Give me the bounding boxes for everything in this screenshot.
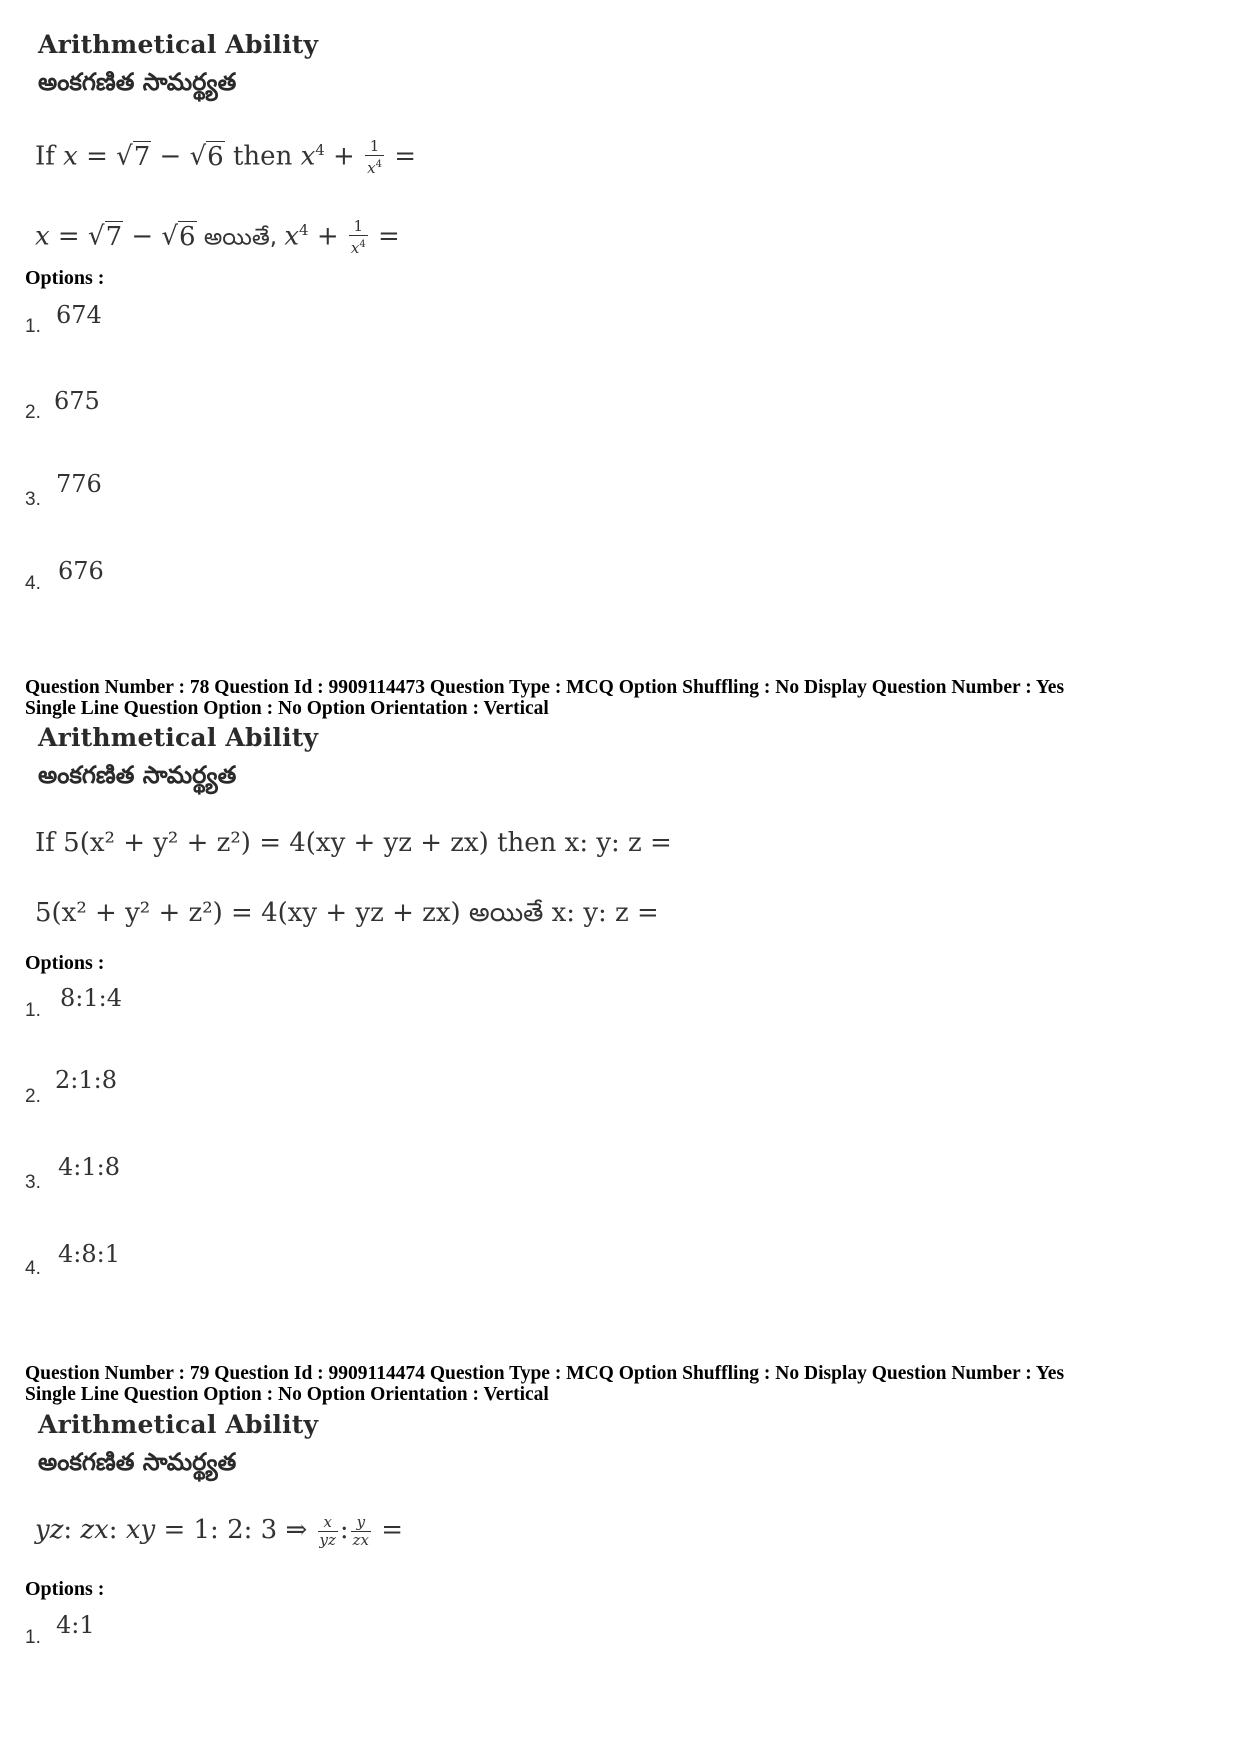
fraction: $\frac{1}{x^4}$: [350, 217, 366, 258]
question-text: yz: zx: xy = 1: 2: 3 ⇒ $\frac{x}{yz}$ : $\frac{y}{zx}$ =: [35, 1512, 404, 1549]
question-text-en: If x = √7 − √6 then $x^4$ + $\frac{1}{x^4}$ =: [35, 137, 417, 178]
option-number: 1.: [25, 1000, 41, 1021]
option-number: 4.: [25, 573, 41, 594]
fraction: $\frac{y}{zx}$: [352, 1512, 370, 1549]
option-value[interactable]: 8:1:4: [60, 984, 122, 1012]
subject-heading-en: Arithmetical Ability: [38, 723, 319, 752]
option-number: 1.: [25, 316, 41, 337]
question-meta-line2: Single Line Question Option : No Option Orientation : Vertical: [25, 1384, 549, 1405]
subject-heading-te: అంకగణిత సామర్థ్యత: [38, 761, 237, 789]
subject-heading-te: అంకగణిత సామర్థ్యత: [38, 1448, 237, 1476]
options-label: Options :: [25, 952, 105, 974]
option-value[interactable]: 4:8:1: [58, 1240, 120, 1268]
subject-heading-te: అంకగణిత సామర్థ్యత: [38, 68, 237, 96]
question-meta-line1: Question Number : 79 Question Id : 9909114474 Question Type : MCQ Option Shuffling : No Display Question Number : Yes: [25, 1363, 1065, 1384]
question-prefix: If: [35, 141, 64, 172]
option-value[interactable]: 2:1:8: [55, 1066, 117, 1094]
option-value[interactable]: 674: [56, 301, 102, 329]
option-value[interactable]: 676: [58, 557, 104, 585]
question-text-en: If 5(x² + y² + z²) = 4(xy + yz + zx) then x: y: z =: [35, 828, 672, 858]
telugu-connector: అయితే,: [196, 224, 285, 251]
options-label: Options :: [25, 267, 105, 289]
option-number: 2.: [25, 402, 41, 423]
option-number: 2.: [25, 1086, 41, 1107]
option-number: 3.: [25, 1172, 41, 1193]
question-text-te: 5(x² + y² + z²) = 4(xy + yz + zx) అయితే x: y: z =: [35, 898, 659, 928]
question-meta-line1: Question Number : 78 Question Id : 9909114473 Question Type : MCQ Option Shuffling : No Display Question Number : Yes: [25, 677, 1065, 698]
subject-heading-en: Arithmetical Ability: [38, 1410, 319, 1439]
option-value[interactable]: 776: [56, 470, 102, 498]
option-value[interactable]: 4:1:8: [58, 1153, 120, 1181]
question-text-te: x = √7 − √6 అయితే, $x^4$ + $\frac{1}{x^4}$ =: [35, 217, 400, 258]
option-number: 4.: [25, 1258, 41, 1279]
question-meta-line2: Single Line Question Option : No Option Orientation : Vertical: [25, 698, 549, 719]
option-value[interactable]: 675: [54, 387, 100, 415]
option-value[interactable]: 4:1: [56, 1611, 95, 1639]
option-number: 3.: [25, 489, 41, 510]
options-label: Options :: [25, 1578, 105, 1600]
option-number: 1.: [25, 1627, 41, 1648]
fraction: $\frac{1}{x^4}$: [367, 137, 382, 178]
fraction: $\frac{x}{yz}$: [319, 1512, 336, 1549]
subject-heading-en: Arithmetical Ability: [38, 30, 319, 59]
